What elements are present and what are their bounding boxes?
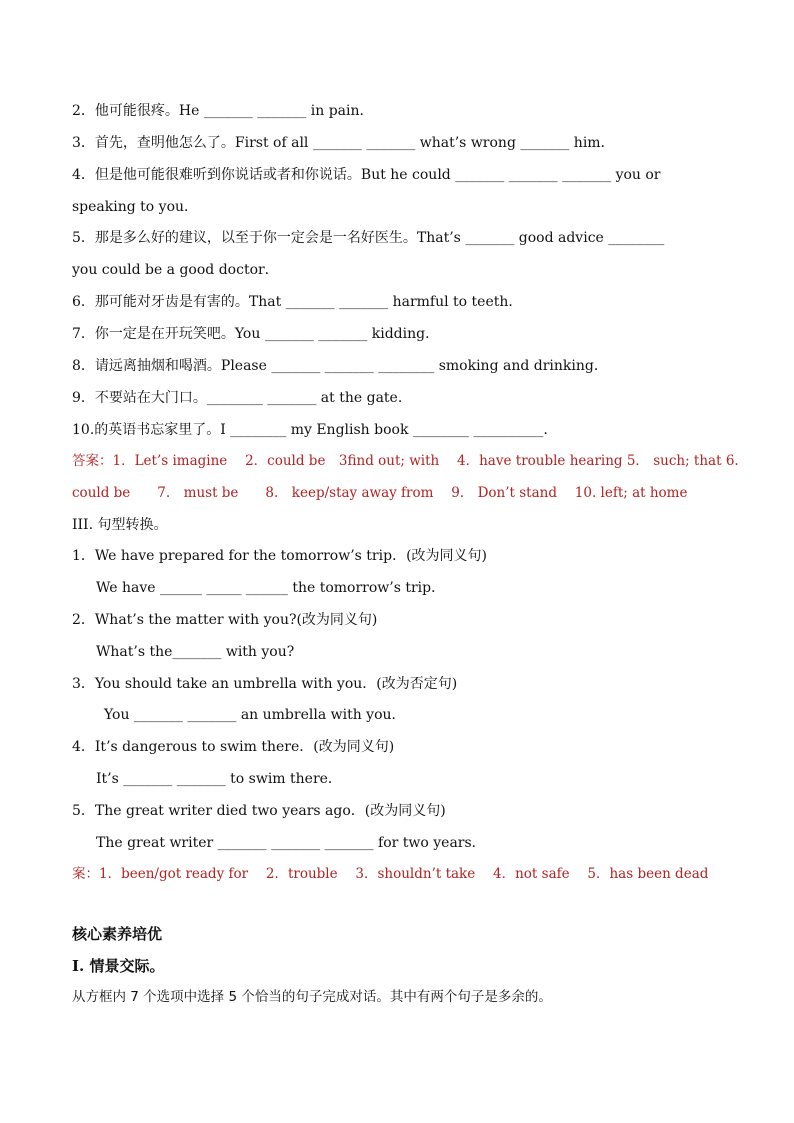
transform-q3: 3．You should take an umbrella with you．(改为否定句) — [72, 676, 458, 692]
item-4: 4．但是他可能很难听到你说话或者和你说话。But he could _______ _______ _______ you or — [72, 167, 661, 183]
core-subheading: I. 情景交际。 — [72, 957, 165, 975]
item-10: 10.的英语书忘家里了。I ________ my English book ________ __________. — [72, 422, 548, 438]
item-5-continued: you could be a good doctor． — [72, 262, 279, 278]
item-3: 3．首先，查明他怎么了。First of all _______ _______ what’s wrong _______ him． — [72, 135, 615, 151]
transform-a2: What’s the_______ with you? — [96, 644, 295, 660]
transform-a1: We have ______ _____ ______ the tomorrow’s trip． — [96, 580, 446, 596]
transform-a3: You _______ _______ an umbrella with you． — [104, 707, 406, 723]
transform-a5: The great writer _______ _______ _______ for two years． — [96, 835, 486, 851]
transform-a4: It’s _______ _______ to swim there． — [96, 771, 342, 787]
item-4-continued: speaking to you． — [72, 199, 199, 215]
transform-q1: 1．We have prepared for the tomorrow’s trip．(改为同义句) — [72, 548, 487, 564]
item-8: 8．请远离抽烟和喝酒。Please _______ _______ ________ smoking and drinking． — [72, 358, 608, 374]
section2-answer-line-2: could be 7. must be 8. keep/stay away from 9. Don’t stand 10. left; at home — [72, 485, 688, 501]
item-2: 2．他可能很疼。He _______ _______ in pain． — [72, 103, 374, 119]
item-7: 7．你一定是在开玩笑吧。You _______ _______ kidding． — [72, 326, 440, 342]
section3-heading: III. 句型转换。 — [72, 517, 168, 533]
section2-answer-line-1: 答案：1．Let’s imagine 2．could be 3find out; with 4．have trouble hearing 5． such; that 6. — [72, 453, 739, 469]
item-5: 5．那是多么好的建议，以至于你一定会是一名好医生。That’s _______ good advice ________ — [72, 230, 665, 246]
transform-q4: 4．It’s dangerous to swim there．(改为同义句) — [72, 739, 395, 755]
transform-q2: 2．What’s the matter with you?(改为同义句) — [72, 612, 378, 628]
core-title: 核心素养培优 — [72, 925, 163, 943]
item-9: 9．不要站在大门口。________ _______ at the gate. — [72, 390, 403, 406]
transform-q5: 5．The great writer died two years ago．(改为同义句) — [72, 803, 446, 819]
core-instruction: 从方框内 7 个选项中选择 5 个恰当的句子完成对话。其中有两个句子是多余的。 — [72, 989, 552, 1005]
item-6: 6．那可能对牙齿是有害的。That _______ _______ harmful to teeth． — [72, 294, 523, 310]
section3-answer: 案：1．been/got ready for 2．trouble 3．shouldn’t take 4．not safe 5．has been dead — [72, 866, 709, 882]
